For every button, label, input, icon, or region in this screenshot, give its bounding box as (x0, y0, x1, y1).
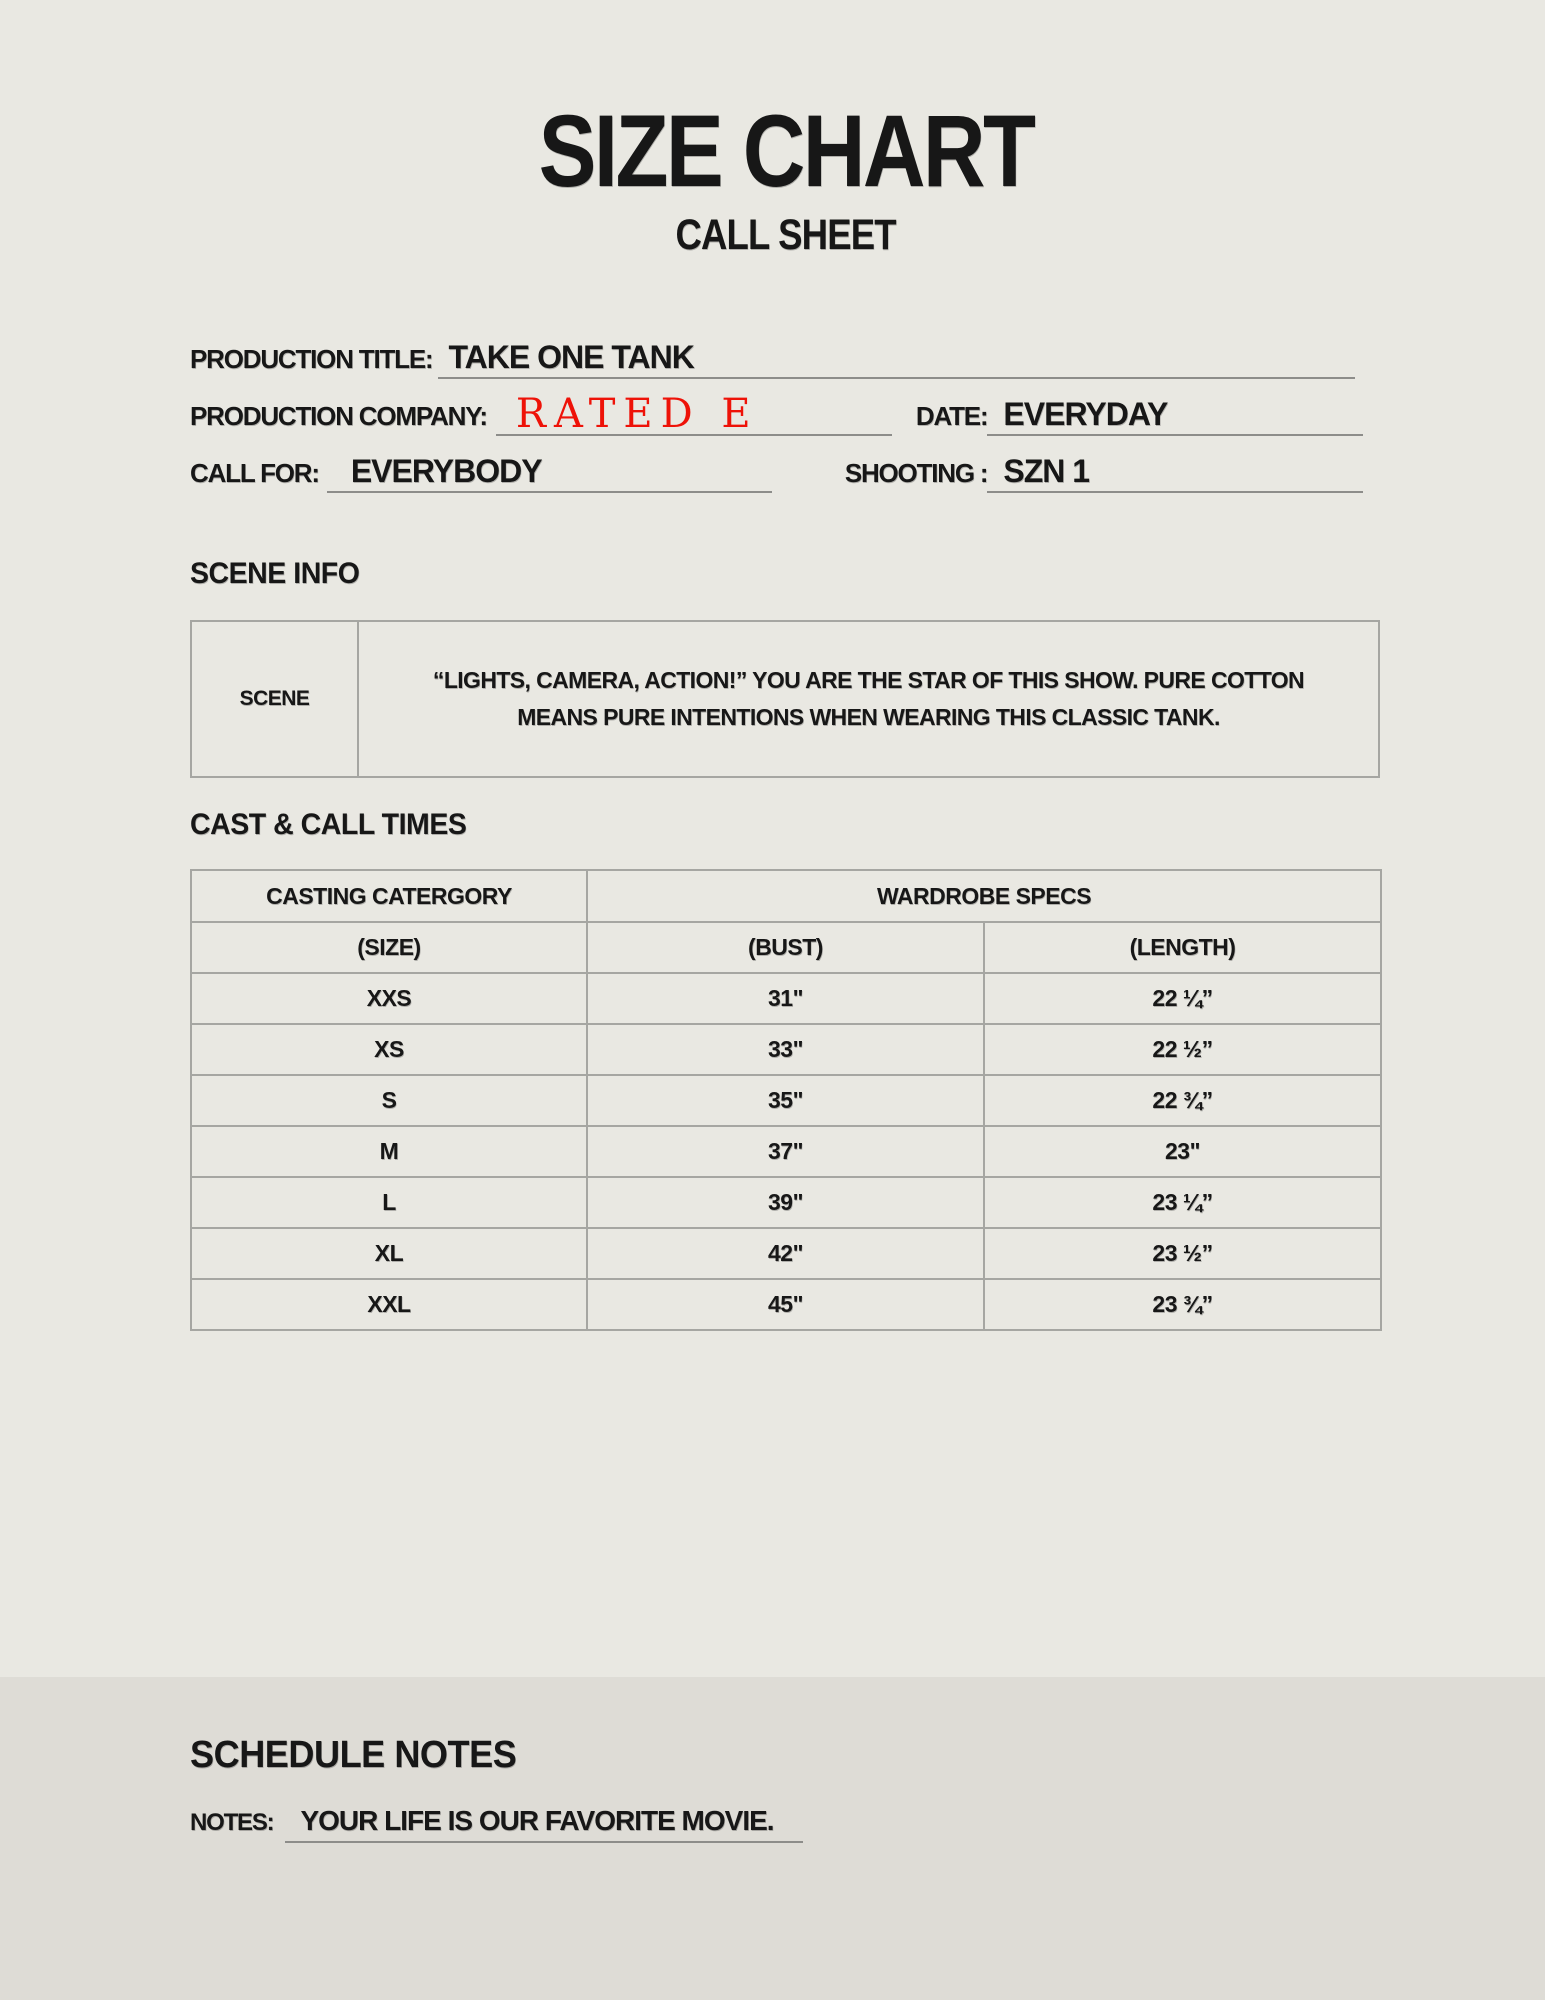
size-column-header: (SIZE) (191, 922, 587, 973)
scene-row-label: SCENE (191, 621, 358, 777)
cast-call-times-section (190, 808, 1382, 1331)
casting-category-header: CASTING CATERGORY (191, 870, 587, 922)
scene-description: “LIGHTS, CAMERA, ACTION!” YOU ARE THE STAR OF THIS SHOW. PURE COTTON MEANS PURE INTENTIONS WHEN WEARING THIS CLASSIC TANK. (358, 621, 1379, 777)
length-cell: 23 ¾” (984, 1279, 1381, 1330)
table-row (191, 1228, 1381, 1279)
size-cell: L (191, 1177, 587, 1228)
bust-cell: 31" (587, 973, 984, 1024)
size-cell: M (191, 1126, 587, 1177)
schedule-notes-heading: SCHEDULE NOTES (190, 1734, 517, 1776)
production-title-row (190, 339, 1382, 379)
scene-info-section (190, 557, 1382, 778)
wardrobe-specs-header: WARDROBE SPECS (587, 870, 1381, 922)
production-company-label: PRODUCTION COMPANY: (190, 401, 487, 431)
notes-value: YOUR LIFE IS OUR FAVORITE MOVIE. (285, 1801, 803, 1843)
bust-cell: 45" (587, 1279, 984, 1330)
scene-info-heading: SCENE INFO (190, 557, 360, 590)
date-value: EVERYDAY (987, 394, 1363, 436)
call-for-row (190, 453, 1382, 493)
shooting-value: SZN 1 (987, 451, 1363, 493)
length-cell: 22 ¾” (984, 1075, 1381, 1126)
table-row (191, 1177, 1381, 1228)
length-cell: 23 ½” (984, 1228, 1381, 1279)
length-column-header: (LENGTH) (984, 922, 1381, 973)
bust-column-header: (BUST) (587, 922, 984, 973)
table-header-row-2 (191, 922, 1381, 973)
scene-row (191, 621, 1379, 777)
length-cell: 23 ¼” (984, 1177, 1381, 1228)
size-chart-table (190, 869, 1382, 1331)
scene-table (190, 620, 1380, 778)
bust-cell: 33" (587, 1024, 984, 1075)
length-cell: 22 ¼” (984, 973, 1381, 1024)
bust-cell: 35" (587, 1075, 984, 1126)
date-label: DATE: (915, 401, 988, 431)
size-cell: S (191, 1075, 587, 1126)
bust-cell: 39" (587, 1177, 984, 1228)
size-cell: XXL (191, 1279, 587, 1330)
call-for-label: CALL FOR: (190, 458, 319, 488)
size-cell: XL (191, 1228, 587, 1279)
table-row (191, 1126, 1381, 1177)
table-header-row-1 (191, 870, 1381, 922)
notes-label: NOTES: (190, 1808, 274, 1836)
production-title-value: TAKE ONE TANK (438, 337, 1355, 379)
production-fields (190, 339, 1382, 493)
page-subtitle: CALL SHEET (675, 211, 897, 259)
call-for-value: EVERYBODY (327, 451, 772, 493)
table-row (191, 1024, 1381, 1075)
schedule-notes-section (190, 1677, 1382, 1843)
size-cell: XXS (191, 973, 587, 1024)
table-row (191, 1279, 1381, 1330)
production-title-label: PRODUCTION TITLE: (190, 344, 433, 374)
production-company-row (190, 391, 1382, 437)
table-row (191, 1075, 1381, 1126)
shooting-label: SHOOTING : (844, 458, 988, 488)
page-title: SIZE CHART (538, 94, 1034, 208)
table-row (191, 973, 1381, 1024)
size-cell: XS (191, 1024, 587, 1075)
cast-call-times-heading: CAST & CALL TIMES (190, 808, 467, 841)
schedule-notes-band (0, 1677, 1545, 2000)
length-cell: 23" (984, 1126, 1381, 1177)
bust-cell: 37" (587, 1126, 984, 1177)
bust-cell: 42" (587, 1228, 984, 1279)
notes-row (190, 1803, 1382, 1843)
length-cell: 22 ½” (984, 1024, 1381, 1075)
production-company-value: RATED E (496, 394, 892, 436)
